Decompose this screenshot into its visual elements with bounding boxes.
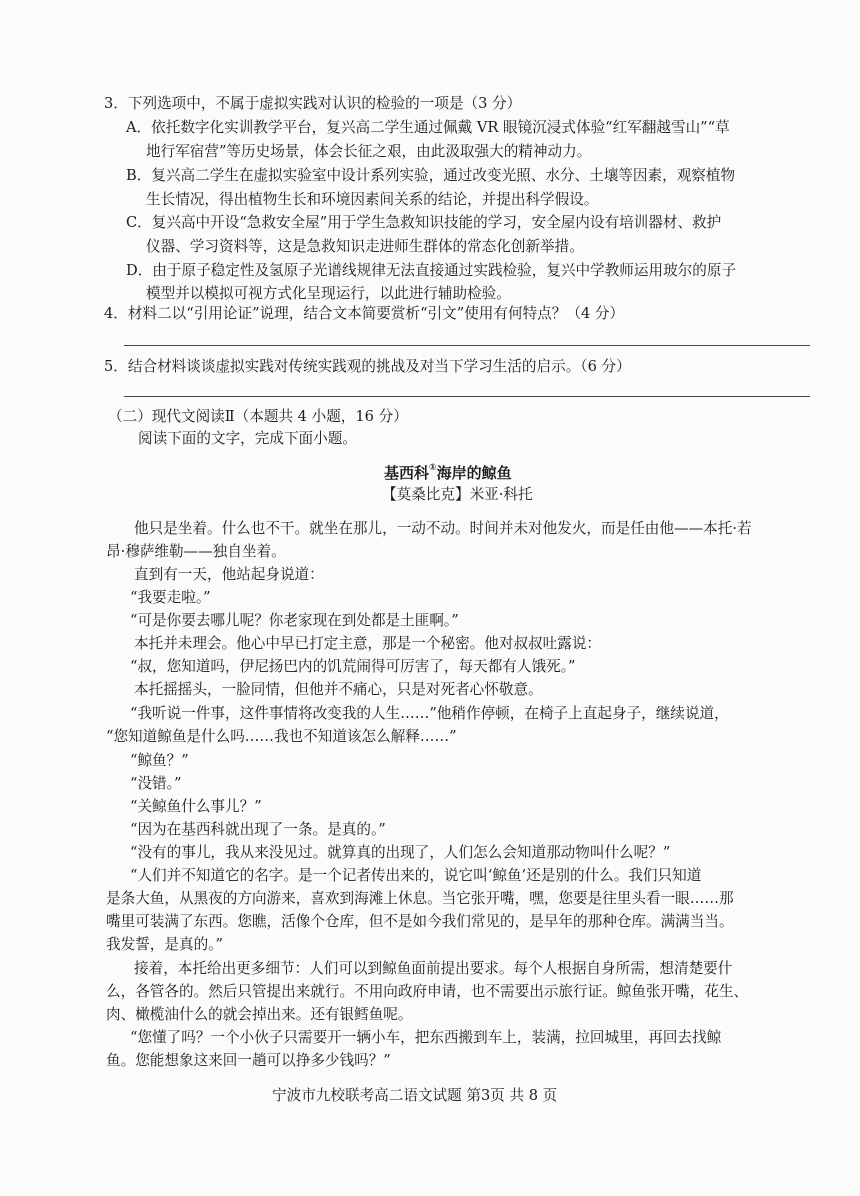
- story-line: “可是你要去哪儿呢？你老家现在到处都是土匪啊。”: [130, 612, 459, 629]
- option-c-line-2: 仪器、学习资料等，这是急救知识走进师生群体的常态化创新举措。: [146, 238, 584, 255]
- story-title: [384, 463, 512, 483]
- story-line: “我听说一件事，这件事情将改变我的人生……”他稍作停顿，在椅子上直起身子，继续说道，: [130, 705, 729, 722]
- answer-line-q5: [124, 396, 810, 397]
- option-d-line-1: D．由于原子稳定性及氢原子光谱线规律无法直接通过实践检验，复兴中学教师运用玻尔的原子: [126, 262, 737, 279]
- story-line: “因为在基西科就出现了一条。是真的。”: [130, 821, 386, 838]
- section-instruction: 阅读下面的文字，完成下面小题。: [138, 430, 357, 447]
- story-line: 么，各管各的。然后只管提出来就行。不用向政府申请，也不需要出示旅行证。鲸鱼张开嘴，花生、: [106, 983, 749, 1000]
- question-5: 5．结合材料谈谈虚拟实践对传统实践观的挑战及对当下学习生活的启示。（6 分）: [104, 358, 631, 375]
- answer-line-q4: [124, 345, 810, 346]
- story-line: 本托摇摇头，一脸同情，但他并不痛心，只是对死者心怀敬意。: [134, 681, 543, 698]
- story-line: “没错。”: [130, 775, 182, 792]
- story-line: 肉、橄榄油什么的就会掉出来。还有银鳕鱼呢。: [106, 1006, 413, 1023]
- story-line: “没有的事儿，我从来没见过。就算真的出现了，人们怎么会知道那动物叫什么呢？”: [130, 844, 671, 861]
- story-line: 接着，本托给出更多细节：人们可以到鲸鱼面前提出要求。每个人根据自身所需，想清楚要什: [134, 960, 733, 977]
- story-line: 本托并未理会。他心中早已打定主意，那是一个秘密。他对叔叔吐露说：: [134, 635, 602, 652]
- option-a-line-1: A．依托数字化实训教学平台，复兴高二学生通过佩戴 VR 眼镜沉浸式体验“红军翻越雪山”“草: [126, 119, 730, 136]
- story-title-main: 基西科: [384, 464, 430, 482]
- story-line: 是条大鱼，从黑夜的方向游来，喜欢到海滩上休息。当它张开嘴，嘿，您要是往里头看一眼……那: [106, 890, 734, 907]
- story-line: 我发誓，是真的。”: [106, 936, 223, 953]
- story-line: 嘴里可装满了东西。您瞧，活像个仓库，但不是如今我们常见的，是早年的那种仓库。满满当当。: [106, 913, 734, 930]
- option-b-line-1: B．复兴高二学生在虚拟实验室中设计系列实验，通过改变光照、水分、土壤等因素，观察植物: [126, 167, 736, 184]
- story-line: “关鲸鱼什么事儿？”: [130, 798, 262, 815]
- section-heading: （二）现代文阅读Ⅱ（本题共 4 小题，16 分）: [108, 408, 408, 425]
- story-line: “我要走啦。”: [130, 589, 211, 606]
- option-c-line-1: C．复兴高中开设“急救安全屋”用于学生急救知识技能的学习，安全屋内设有培训器材、救护: [126, 214, 722, 231]
- page-footer: 宁波市九校联考高二语文试题 第3页 共 8 页: [272, 1087, 558, 1104]
- story-line: 他只是坐着。什么也不干。就坐在那儿，一动不动。时间并未对他发火，而是任由他——本托·若: [134, 520, 752, 537]
- story-line: “人们并不知道它的名字。是一个记者传出来的，说它叫‘鲸鱼’还是别的什么。我们只知道: [130, 867, 702, 884]
- story-author: 【莫桑比克】米亚·科托: [382, 486, 533, 503]
- option-a-line-2: 地行军宿营”等历史场景，体会长征之艰，由此汲取强大的精神动力。: [146, 143, 592, 160]
- option-b-line-2: 生长情况，得出植物生长和环境因素间关系的结论，并提出科学假设。: [146, 191, 599, 208]
- footnote-marker: ①: [429, 463, 437, 473]
- option-d-line-2: 模型并以模拟可视方式化呈现运行，以此进行辅助检验。: [146, 285, 511, 302]
- story-line: 昂·穆萨维勒——独自坐着。: [106, 543, 286, 560]
- story-line: “您懂了吗？一个小伙子只需要开一辆小车，把东西搬到车上，装满，拉回城里，再回去找鲸: [130, 1029, 722, 1046]
- story-line: “叔，您知道吗，伊尼扬巴内的饥荒闹得可厉害了，每天都有人饿死。”: [130, 658, 576, 675]
- story-line: 直到有一天，他站起身说道：: [134, 566, 324, 583]
- question-4: 4．材料二以“引用论证”说理，结合文本简要赏析“引文”使用有何特点？（4 分）: [104, 305, 625, 322]
- story-line: “您知道鲸鱼是什么吗……我也不知道该怎么解释……”: [106, 728, 457, 745]
- story-line: 鱼。您能想象这来回一趟可以挣多少钱吗？”: [106, 1052, 391, 1069]
- story-line: “鲸鱼？”: [130, 752, 189, 769]
- question-3-stem: 3．下列选项中，不属于虚拟实践对认识的检验的一项是（3 分）: [104, 95, 522, 112]
- story-title-rest: 海岸的鲸鱼: [436, 464, 512, 482]
